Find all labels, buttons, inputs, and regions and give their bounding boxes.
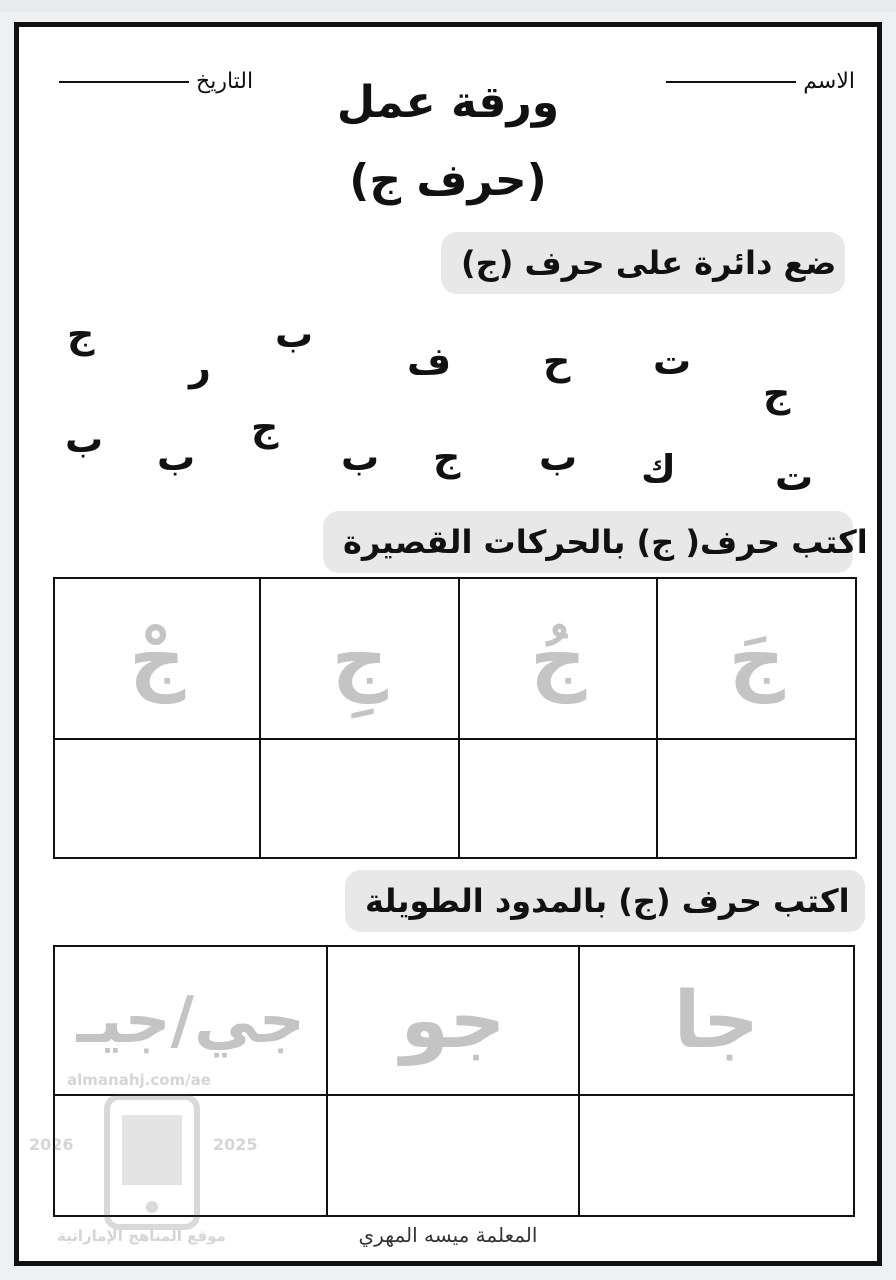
madd-cell <box>579 946 854 1095</box>
watermark-year-right: 2025 <box>213 1135 258 1154</box>
letter-item[interactable]: ب <box>65 417 104 461</box>
letter-item[interactable]: ب <box>341 435 380 479</box>
letter-item[interactable]: ب <box>157 435 196 479</box>
trace-letter: جْ <box>129 613 186 704</box>
letter-item[interactable]: ف <box>407 339 452 383</box>
page-title: ورقة عمل <box>336 77 560 128</box>
letter-item[interactable]: ج <box>251 405 279 449</box>
vowel-cell <box>459 578 658 739</box>
write-cell[interactable] <box>260 739 459 858</box>
letter-item[interactable]: ك <box>641 447 676 491</box>
name-label: الاسم <box>803 69 855 94</box>
write-cell[interactable] <box>327 1095 578 1216</box>
section3-instruction: اكتب حرف (ج) بالمدود الطويلة <box>345 870 865 932</box>
letter-item[interactable]: ب <box>539 435 578 479</box>
vowel-cell <box>260 578 459 739</box>
trace-letter: جِ <box>331 613 388 704</box>
letter-item[interactable]: ج <box>67 312 95 356</box>
madd-cell <box>327 946 578 1095</box>
letter-item[interactable]: ب <box>275 312 314 356</box>
date-label: التاريخ <box>196 69 254 94</box>
letter-item[interactable]: ت <box>653 339 692 383</box>
section1-instruction: ضع دائرة على حرف (ج) <box>441 232 845 294</box>
write-cell[interactable] <box>54 739 260 858</box>
watermark-year-left: 2026 <box>29 1135 74 1154</box>
watermark-site: almanahj.com/ae <box>67 1071 211 1089</box>
write-cell[interactable] <box>459 739 658 858</box>
letter-item[interactable]: ر <box>189 345 211 389</box>
letter-item[interactable]: ج <box>763 371 791 415</box>
trace-letter: جَ <box>728 613 785 704</box>
trace-letter: جُ <box>530 613 587 704</box>
trace-letter: جا <box>673 975 760 1066</box>
trace-letter: جو <box>400 975 506 1066</box>
watermark-arabic: موقع المناهج الإماراتية <box>57 1227 226 1245</box>
write-cell[interactable] <box>657 739 856 858</box>
teacher-name: المعلمة ميسه المهري <box>358 1223 538 1247</box>
short-vowels-table <box>53 577 857 859</box>
letter-item[interactable]: ت <box>775 455 814 499</box>
section2-instruction: اكتب حرف( ج) بالحركات القصيرة <box>323 511 853 573</box>
window-top-bar <box>0 0 896 12</box>
trace-letter: جي/جيـ <box>76 983 305 1058</box>
worksheet <box>14 22 882 1266</box>
vowel-cell <box>657 578 856 739</box>
vowel-cell <box>54 578 260 739</box>
letter-item[interactable]: ج <box>433 435 461 479</box>
page-subtitle: (حرف ج) <box>349 155 547 206</box>
write-cell[interactable] <box>579 1095 854 1216</box>
letter-item[interactable]: ح <box>543 339 571 383</box>
